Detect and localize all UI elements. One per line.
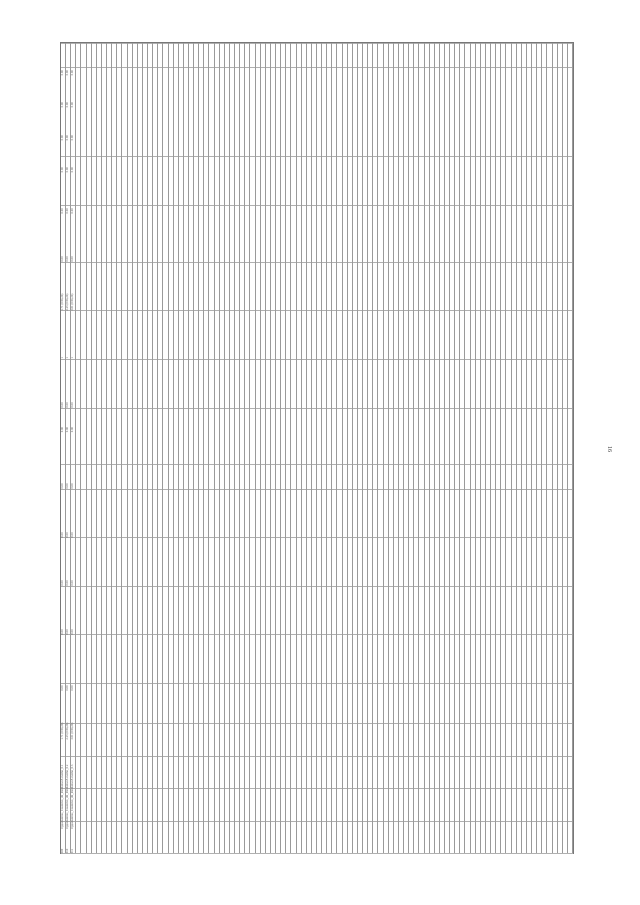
table-cell: 0.00 [70, 580, 75, 586]
table-cell: 0.00 [70, 685, 75, 691]
table-cell: 0.00 [65, 102, 70, 108]
table-cell: 0.00 [60, 402, 64, 408]
table-cell: 0.00 [70, 531, 75, 538]
table-grid [60, 42, 574, 854]
table-cell: 3.01 (0.96,26) [70, 722, 75, 740]
table-cell: 0.00 [65, 629, 70, 635]
table-cell: 0.00 [60, 256, 64, 262]
table-cell: 0.00 [60, 207, 64, 214]
rotated-data-table [60, 42, 574, 854]
table-cell: 3.01 (0.96,26) [70, 293, 75, 311]
table-cell: 0.00 [70, 102, 75, 108]
table-cell: 0.00 [60, 426, 64, 432]
table-cell: 1 [60, 357, 64, 359]
table-cell: 0.00 [65, 256, 70, 262]
table-cell: 0.00 [65, 167, 70, 173]
table-cell: 0.00 [65, 402, 70, 408]
table-cell: 0.00 [60, 685, 64, 691]
table-cell: 0.00 [70, 207, 75, 214]
table-cell: Opportunities_Countries_dli_Zimbabwe/Lesotho_0.2 [65, 764, 70, 829]
table-cell: 0.00 [65, 483, 70, 489]
table-cell: 1 [65, 357, 70, 359]
table-cell: 0.00 [65, 134, 70, 141]
table-cell: 0.00 [60, 531, 64, 538]
table-cell: 0.00 [70, 402, 75, 408]
column-divider [61, 853, 573, 854]
table-cell: 0.00 [65, 207, 70, 214]
table-cell: 0.00 [70, 134, 75, 141]
table-cell: 0.00 [70, 426, 75, 432]
table-cell: 0.00 [65, 531, 70, 538]
table-cell: Opportunities_Countries_dli_Zimbabwe/Lesotho_0.1 [60, 764, 64, 829]
table-cell: 1.71 (0.96,26) [60, 293, 64, 311]
table-cell: 0.00 [65, 70, 70, 76]
table-cell: 0.00 [65, 685, 70, 691]
table-cell: 2.25 (0.96,26) [65, 293, 70, 311]
table-cell: 0.00 [70, 70, 75, 76]
table-cell: 009 [60, 848, 64, 853]
table-cell: 0.00 [65, 580, 70, 586]
table-cell: 0.00 [70, 167, 75, 173]
table-cell: 1.71 (0.96,26) [60, 722, 64, 740]
table-cell: 0.00 [70, 256, 75, 262]
table-cell: 010 [65, 848, 70, 853]
table-cell: 0.00 [70, 629, 75, 635]
table-row [568, 43, 573, 853]
table-cell: 0.00 [60, 483, 64, 489]
table-cell: 0.00 [60, 134, 64, 141]
table-cell: 0.00 [60, 629, 64, 635]
table-cell: 011 [70, 848, 75, 853]
table-cell: 0.00 [60, 167, 64, 173]
table-cell: Opportunities_Countries_dli_Zimbabwe/Lesotho_0.3 [70, 764, 75, 829]
table-cell: 1 [70, 357, 75, 359]
table-cell: 0.00 [60, 102, 64, 108]
table-cell: 0.00 [60, 580, 64, 586]
table-cell: 0.00 [60, 70, 64, 76]
page-number: 16 [606, 446, 612, 452]
table-cell: 2.25 (0.96,26) [65, 722, 70, 740]
table-cell: 0.00 [70, 483, 75, 489]
table-cell: 0.00 [65, 426, 70, 432]
